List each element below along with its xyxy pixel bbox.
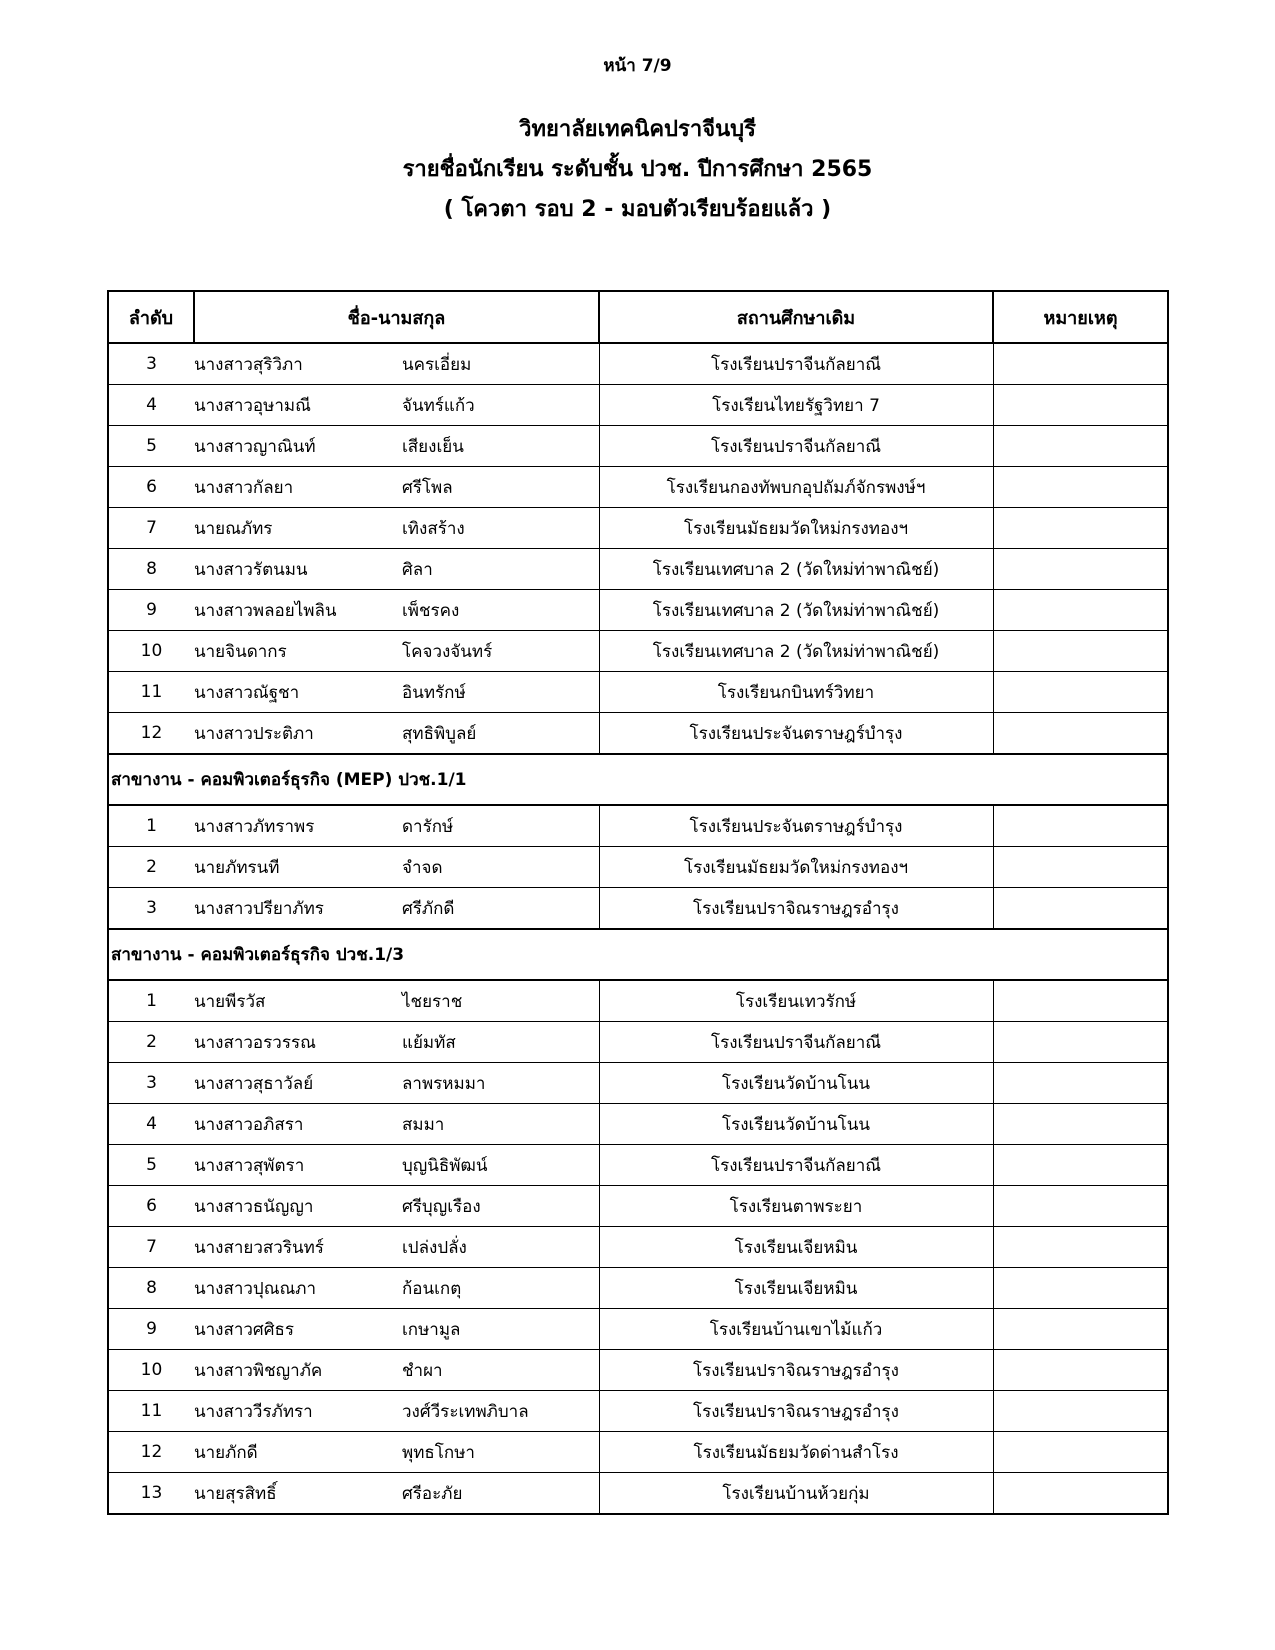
previous-school: โรงเรียนกองทัพบกอุปถัมภ์จักรพงษ์ฯ — [599, 467, 993, 508]
remark-cell — [993, 713, 1168, 755]
student-last-name: ศรีอะภัย — [402, 1483, 463, 1504]
section-header-row — [108, 929, 1168, 980]
table-row — [108, 672, 1168, 713]
student-first-name: นางสาวรัตนมน — [194, 559, 308, 580]
order-number: 9 — [108, 1309, 194, 1350]
remark-cell — [993, 1309, 1168, 1350]
order-number: 3 — [108, 1063, 194, 1104]
table-header-row — [108, 291, 1168, 343]
remark-cell — [993, 1432, 1168, 1473]
remark-cell — [993, 1104, 1168, 1145]
table-row — [108, 1063, 1168, 1104]
student-last-name: แย้มทัส — [402, 1032, 456, 1053]
remark-cell — [993, 1186, 1168, 1227]
order-number: 8 — [108, 549, 194, 590]
student-name — [194, 343, 599, 385]
student-first-name: นางสาวประติภา — [194, 723, 314, 744]
table-body — [108, 343, 1168, 1514]
student-name — [194, 590, 599, 631]
student-name — [194, 1022, 599, 1063]
table-row — [108, 1350, 1168, 1391]
table-row — [108, 426, 1168, 467]
order-number: 7 — [108, 508, 194, 549]
student-last-name: ดารักษ์ — [402, 816, 454, 837]
student-first-name: นางสาวศศิธร — [194, 1319, 295, 1340]
order-number: 11 — [108, 672, 194, 713]
student-first-name: นางสาวอภิสรา — [194, 1114, 304, 1135]
previous-school: โรงเรียนปราจีนกัลยาณี — [599, 1022, 993, 1063]
student-last-name: เปล่งปลั่ง — [402, 1237, 467, 1258]
student-first-name: นางสาวญาณินท์ — [194, 436, 316, 457]
student-name — [194, 847, 599, 888]
student-name — [194, 980, 599, 1022]
remark-cell — [993, 1268, 1168, 1309]
remark-cell — [993, 1063, 1168, 1104]
remark-cell — [993, 1145, 1168, 1186]
student-first-name: นายจินดากร — [194, 641, 287, 662]
remark-cell — [993, 426, 1168, 467]
previous-school: โรงเรียนบ้านเขาไม้แก้ว — [599, 1309, 993, 1350]
student-name — [194, 549, 599, 590]
student-last-name: จำจด — [402, 857, 443, 878]
remark-cell — [993, 980, 1168, 1022]
remark-cell — [993, 805, 1168, 847]
previous-school: โรงเรียนมัธยมวัดด่านสำโรง — [599, 1432, 993, 1473]
student-name — [194, 1227, 599, 1268]
student-name — [194, 1186, 599, 1227]
remark-cell — [993, 1227, 1168, 1268]
student-first-name: นางสาวสุธาวัลย์ — [194, 1073, 314, 1094]
student-last-name: อินทรักษ์ — [402, 682, 466, 703]
student-first-name: นายภักดี — [194, 1442, 258, 1463]
student-last-name: นครเอี่ยม — [402, 354, 472, 375]
table-row — [108, 713, 1168, 755]
student-last-name: ลาพรหมมา — [402, 1073, 486, 1094]
section-header-row — [108, 754, 1168, 805]
student-first-name: นางสาวอุษามณี — [194, 395, 311, 416]
student-last-name: เทิงสร้าง — [402, 518, 465, 539]
column-header-school: สถานศึกษาเดิม — [599, 291, 993, 343]
college-title: วิทยาลัยเทคนิคปราจีนบุรี — [519, 117, 756, 142]
order-number: 11 — [108, 1391, 194, 1432]
order-number: 3 — [108, 888, 194, 930]
student-last-name: เกษามูล — [402, 1319, 461, 1340]
student-first-name: นายภัทรนที — [194, 857, 280, 878]
student-last-name: สมมา — [402, 1114, 445, 1135]
table-row — [108, 1309, 1168, 1350]
student-name — [194, 1063, 599, 1104]
order-number: 12 — [108, 713, 194, 755]
student-first-name: นายณภัทร — [194, 518, 273, 539]
student-last-name: เพ็ชรคง — [402, 600, 460, 621]
table-row — [108, 980, 1168, 1022]
student-first-name: นางสาวสุริวิภา — [194, 354, 303, 375]
student-last-name: จันทร์แก้ว — [402, 395, 475, 416]
student-name — [194, 467, 599, 508]
student-first-name: นางสาวพิชญาภัค — [194, 1360, 323, 1381]
student-last-name: ศิลา — [402, 559, 433, 580]
order-number: 13 — [108, 1473, 194, 1515]
student-last-name: ศรีภักดี — [402, 898, 455, 919]
student-last-name: ชำผา — [402, 1360, 443, 1381]
student-first-name: นางสาวสุพัตรา — [194, 1155, 305, 1176]
order-number: 1 — [108, 805, 194, 847]
student-name — [194, 1473, 599, 1515]
student-last-name: ศรีบุญเรือง — [402, 1196, 481, 1217]
order-number: 1 — [108, 980, 194, 1022]
table-row — [108, 1186, 1168, 1227]
remark-cell — [993, 549, 1168, 590]
student-first-name: นางสาวปุณณภา — [194, 1278, 317, 1299]
order-number: 4 — [108, 385, 194, 426]
remark-cell — [993, 1350, 1168, 1391]
student-name — [194, 1391, 599, 1432]
document-header — [0, 110, 1275, 230]
order-number: 5 — [108, 426, 194, 467]
list-subtitle: รายชื่อนักเรียน ระดับชั้น ปวช. ปีการศึกษา 2565 — [402, 157, 873, 182]
student-name — [194, 1350, 599, 1391]
remark-cell — [993, 1391, 1168, 1432]
student-last-name: โคจวงจันทร์ — [402, 641, 493, 662]
student-first-name: นางสาวพลอยไพลิน — [194, 600, 337, 621]
student-first-name: นางสาววีรภัทรา — [194, 1401, 313, 1422]
table-row — [108, 1227, 1168, 1268]
student-name — [194, 805, 599, 847]
order-number: 7 — [108, 1227, 194, 1268]
remark-cell — [993, 1022, 1168, 1063]
order-number: 6 — [108, 467, 194, 508]
table-row — [108, 467, 1168, 508]
student-name — [194, 1104, 599, 1145]
table-row — [108, 1104, 1168, 1145]
section-title: สาขางาน - คอมพิวเตอร์ธุรกิจ (MEP) ปวช.1/1 — [108, 754, 1168, 805]
previous-school: โรงเรียนไทยรัฐวิทยา 7 — [599, 385, 993, 426]
remark-cell — [993, 672, 1168, 713]
student-first-name: นางสาวอรวรรณ — [194, 1032, 316, 1053]
table-row — [108, 508, 1168, 549]
previous-school: โรงเรียนมัธยมวัดใหม่กรงทองฯ — [599, 847, 993, 888]
table-row — [108, 847, 1168, 888]
student-last-name: วงศ์วีระเทพภิบาล — [402, 1401, 529, 1422]
previous-school: โรงเรียนเจียหมิน — [599, 1227, 993, 1268]
previous-school: โรงเรียนปราจีนกัลยาณี — [599, 343, 993, 385]
previous-school: โรงเรียนเทศบาล 2 (วัดใหม่ท่าพาณิชย์) — [599, 631, 993, 672]
student-first-name: นายพีรวัส — [194, 991, 266, 1012]
previous-school: โรงเรียนปราจิณราษฎรอำรุง — [599, 888, 993, 930]
student-first-name: นางสายวสวรินทร์ — [194, 1237, 324, 1258]
page-number: หน้า 7/9 — [603, 56, 672, 76]
student-name — [194, 385, 599, 426]
quota-note: ( โควตา รอบ 2 - มอบตัวเรียบร้อยแล้ว ) — [443, 197, 832, 222]
previous-school: โรงเรียนมัธยมวัดใหม่กรงทองฯ — [599, 508, 993, 549]
student-name — [194, 508, 599, 549]
previous-school: โรงเรียนวัดบ้านโนน — [599, 1104, 993, 1145]
student-name — [194, 1268, 599, 1309]
previous-school: โรงเรียนบ้านห้วยกุ่ม — [599, 1473, 993, 1515]
order-number: 5 — [108, 1145, 194, 1186]
student-last-name: ไชยราช — [402, 991, 463, 1012]
previous-school: โรงเรียนปราจีนกัลยาณี — [599, 1145, 993, 1186]
column-header-order: ลำดับ — [108, 291, 194, 343]
previous-school: โรงเรียนปราจีนกัลยาณี — [599, 426, 993, 467]
previous-school: โรงเรียนตาพระยา — [599, 1186, 993, 1227]
order-number: 4 — [108, 1104, 194, 1145]
table-row — [108, 385, 1168, 426]
student-first-name: นางสาวกัลยา — [194, 477, 294, 498]
student-table — [107, 290, 1169, 1515]
student-name — [194, 672, 599, 713]
table-row — [108, 590, 1168, 631]
previous-school: โรงเรียนกบินทร์วิทยา — [599, 672, 993, 713]
previous-school: โรงเรียนประจันตราษฎร์บำรุง — [599, 805, 993, 847]
student-last-name: บุญนิธิพัฒน์ — [402, 1155, 488, 1176]
student-last-name: พุทธโกษา — [402, 1442, 475, 1463]
student-name — [194, 1309, 599, 1350]
student-first-name: นางสาวธนัญญา — [194, 1196, 314, 1217]
remark-cell — [993, 847, 1168, 888]
previous-school: โรงเรียนวัดบ้านโนน — [599, 1063, 993, 1104]
student-first-name: นางสาวภัทราพร — [194, 816, 315, 837]
student-name — [194, 426, 599, 467]
student-first-name: นายสุรสิทธิ์ — [194, 1483, 277, 1504]
remark-cell — [993, 385, 1168, 426]
order-number: 6 — [108, 1186, 194, 1227]
table-row — [108, 1473, 1168, 1515]
table-row — [108, 1432, 1168, 1473]
order-number: 8 — [108, 1268, 194, 1309]
order-number: 2 — [108, 1022, 194, 1063]
previous-school: โรงเรียนประจันตราษฎร์บำรุง — [599, 713, 993, 755]
student-last-name: ก้อนเกตุ — [402, 1278, 462, 1299]
student-first-name: นางสาวณัฐชา — [194, 682, 300, 703]
order-number: 9 — [108, 590, 194, 631]
table-row — [108, 631, 1168, 672]
order-number: 3 — [108, 343, 194, 385]
order-number: 10 — [108, 631, 194, 672]
previous-school: โรงเรียนเทศบาล 2 (วัดใหม่ท่าพาณิชย์) — [599, 590, 993, 631]
table-row — [108, 888, 1168, 930]
remark-cell — [993, 1473, 1168, 1515]
remark-cell — [993, 343, 1168, 385]
student-last-name: ศรีโพล — [402, 477, 453, 498]
column-header-name: ชื่อ-นามสกุล — [194, 291, 599, 343]
remark-cell — [993, 631, 1168, 672]
student-name — [194, 1145, 599, 1186]
remark-cell — [993, 888, 1168, 930]
student-last-name: สุทธิพิบูลย์ — [402, 723, 477, 744]
section-title: สาขางาน - คอมพิวเตอร์ธุรกิจ ปวช.1/3 — [108, 929, 1168, 980]
table-row — [108, 805, 1168, 847]
student-name — [194, 631, 599, 672]
student-name — [194, 888, 599, 930]
table-row — [108, 549, 1168, 590]
student-first-name: นางสาวปรียาภัทร — [194, 898, 324, 919]
previous-school: โรงเรียนเจียหมิน — [599, 1268, 993, 1309]
student-name — [194, 713, 599, 755]
table-row — [108, 1268, 1168, 1309]
student-name — [194, 1432, 599, 1473]
table-row — [108, 343, 1168, 385]
table-row — [108, 1022, 1168, 1063]
previous-school: โรงเรียนเทศบาล 2 (วัดใหม่ท่าพาณิชย์) — [599, 549, 993, 590]
remark-cell — [993, 590, 1168, 631]
table-row — [108, 1145, 1168, 1186]
remark-cell — [993, 508, 1168, 549]
column-header-remark: หมายเหตุ — [993, 291, 1168, 343]
previous-school: โรงเรียนปราจิณราษฎรอำรุง — [599, 1391, 993, 1432]
order-number: 2 — [108, 847, 194, 888]
student-last-name: เสียงเย็น — [402, 436, 464, 457]
previous-school: โรงเรียนเทวรักษ์ — [599, 980, 993, 1022]
order-number: 12 — [108, 1432, 194, 1473]
previous-school: โรงเรียนปราจิณราษฎรอำรุง — [599, 1350, 993, 1391]
order-number: 10 — [108, 1350, 194, 1391]
table-row — [108, 1391, 1168, 1432]
remark-cell — [993, 467, 1168, 508]
